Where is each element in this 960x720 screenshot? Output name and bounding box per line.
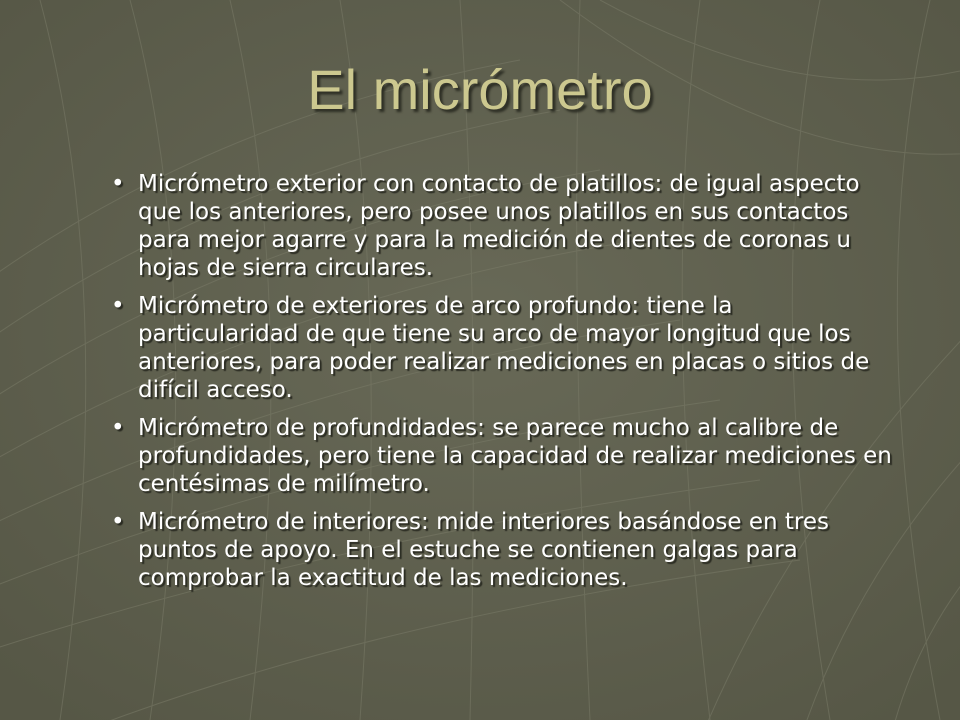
bullet-text: Micrómetro exterior con contacto de platillos: de igual aspecto que los anteriores, pero posee unos platillos en sus contactos para mejor agarre y para la medición de dientes de coronas u hojas de sierra circulares. (138, 171, 860, 281)
bullet-item (108, 508, 898, 592)
bullet-list (108, 170, 898, 602)
bullet-item (108, 170, 898, 282)
bullet-text: Micrómetro de exteriores de arco profundo: tiene la particularidad de que tiene su arco de mayor longitud que los anteriores, para poder realizar mediciones en placas o sitios de difícil acceso. (138, 293, 870, 403)
bullet-item (108, 292, 898, 404)
bullet-text: Micrómetro de profundidades: se parece mucho al calibre de profundidades, pero tiene la capacidad de realizar mediciones en centésimas de milímetro. (138, 415, 892, 497)
bullet-dot-icon: • (111, 509, 125, 535)
slide-title: El micrómetro (307, 58, 653, 121)
bullet-dot-icon: • (111, 415, 125, 441)
bullet-text: Micrómetro de interiores: mide interiores basándose en tres puntos de apoyo. En el estuche se contienen galgas para comprobar la exactitud de las mediciones. (138, 509, 829, 591)
bullet-dot-icon: • (111, 171, 125, 197)
bullet-dot-icon: • (111, 293, 125, 319)
bullet-item (108, 414, 898, 498)
